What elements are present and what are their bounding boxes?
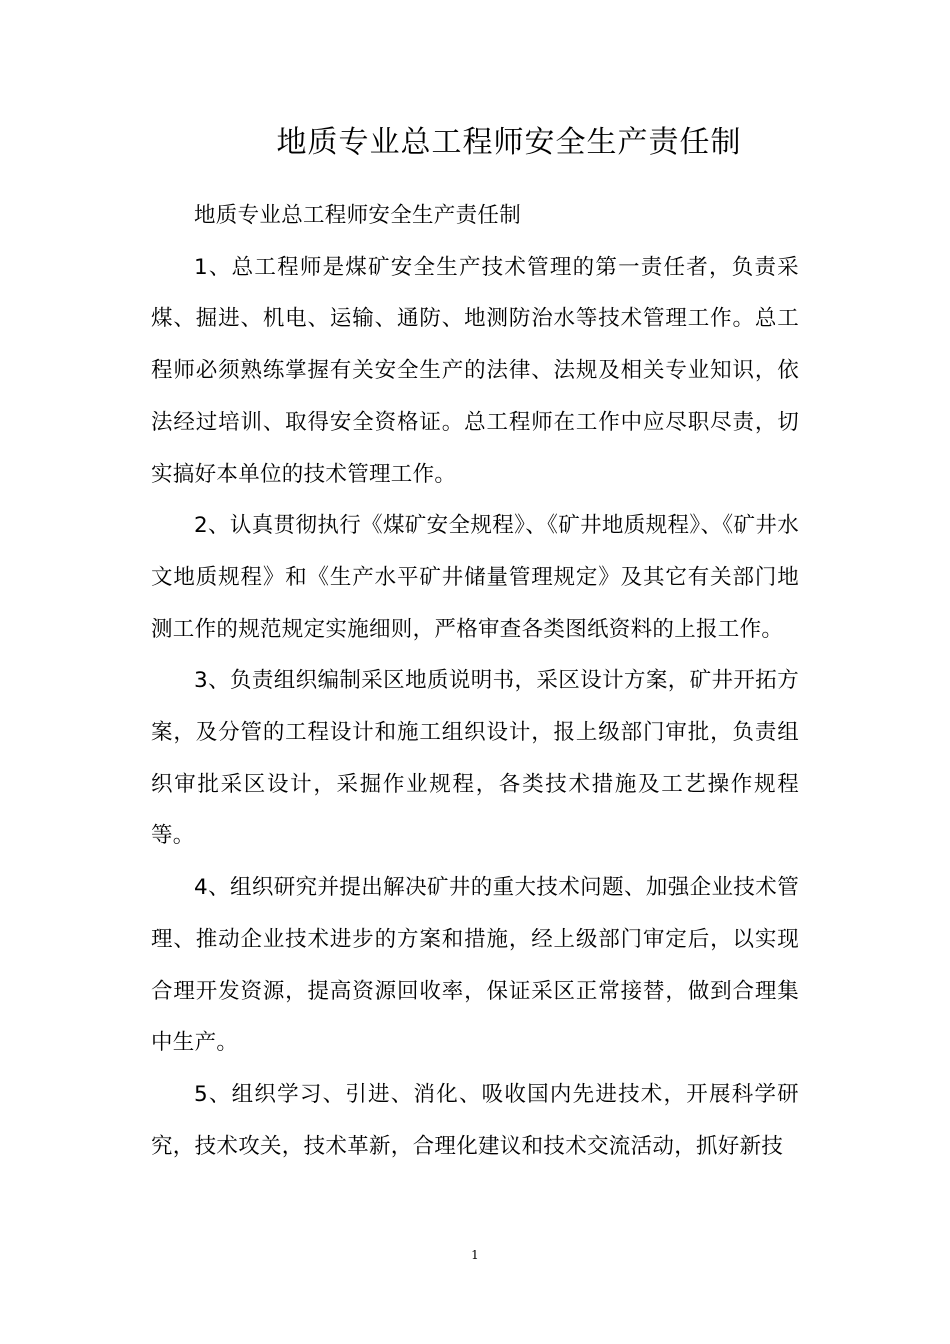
paragraph-item-4: 4、组织研究并提出解决矿井的重大技术问题、加强企业技术管理、推动企业技术进步的方案和措施，经上级部门审定后，以实现合理开发资源，提高资源回收率，保证采区正常接替，做到合理集中生产。	[151, 875, 799, 1056]
paragraph-item-3: 3、负责组织编制采区地质说明书，采区设计方案，矿井开拓方案，及分管的工程设计和施工组织设计，报上级部门审批，负责组织审批采区设计，采掘作业规程，各类技术措施及工艺操作规程等。	[151, 668, 799, 849]
document-body	[151, 190, 799, 1172]
paragraph-item-2: 2、认真贯彻执行《煤矿安全规程》、《矿井地质规程》、《矿井水文地质规程》和《生产水平矿井储量管理规定》及其它有关部门地测工作的规范规定实施细则，严格审查各类图纸资料的上报工作。	[151, 513, 799, 642]
page-number: 1	[471, 1248, 479, 1262]
paragraph-item-1: 1、总工程师是煤矿安全生产技术管理的第一责任者，负责采煤、掘进、机电、运输、通防、地测防治水等技术管理工作。总工程师必须熟练掌握有关安全生产的法律、法规及相关专业知识，依法经过培训、取得安全资格证。总工程师在工作中应尽职尽责，切实搞好本单位的技术管理工作。	[151, 254, 799, 487]
paragraph-item-5: 5、组织学习、引进、消化、吸收国内先进技术，开展科学研究，技术攻关，技术革新，合理化建议和技术交流活动，抓好新技	[151, 1081, 799, 1159]
document-title: 地质专业总工程师安全生产责任制	[276, 125, 742, 160]
paragraph-subtitle: 地质专业总工程师安全生产责任制	[194, 203, 522, 228]
